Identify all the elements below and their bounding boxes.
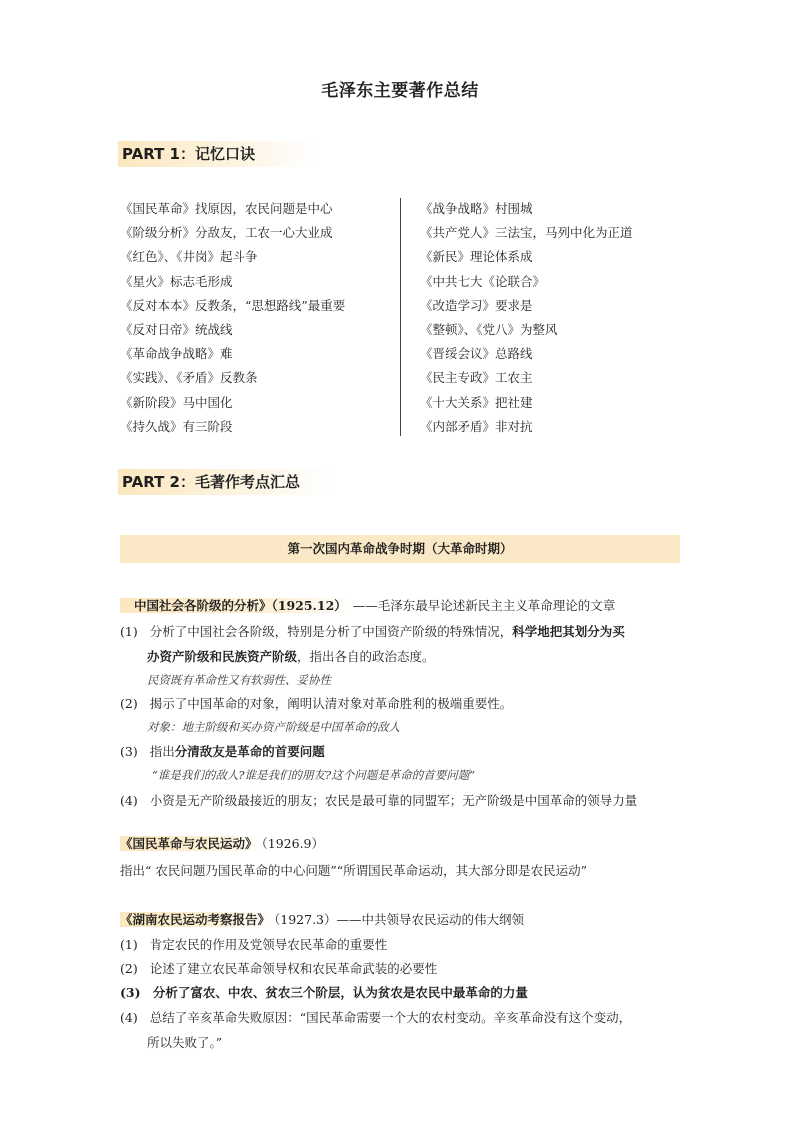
point-number: (1) (120, 624, 138, 639)
work-point (120, 959, 437, 977)
mnemonic-line: 《持久战》有三阶段 (120, 418, 233, 434)
point-text: 小资是无产阶级最接近的朋友；农民是最可靠的同盟军；无产阶级是中国革命的领导力量 (149, 793, 638, 808)
mnemonic-line: 《战争战略》村围城 (420, 201, 533, 216)
mnemonic-line: 《新民》理论体系成 (420, 249, 533, 265)
work-point (120, 791, 637, 809)
page-title: 毛泽东主要著作总结 (321, 81, 479, 101)
period-banner: 第一次国内革命战争时期（大革命时期） (120, 535, 680, 563)
column-divider (400, 198, 401, 436)
mnemonic-left-column (120, 197, 345, 439)
point-note: 民资既有革命性又有软弱性、妥协性 (147, 673, 331, 687)
mnemonic-line: 《阶级分析》分敌友，工农一心大业成 (120, 225, 333, 241)
point-text: 总结了辛亥革命失败原因：“国民革命需要一个大的农村变动。辛亥革命没有这个变动， (149, 1010, 632, 1025)
point-text: 指出 (149, 744, 175, 759)
mnemonic-line: 《红色》、《井岗》起斗争 (120, 249, 258, 265)
point-text: 揭示了中国革命的对象，阐明认清对象对革命胜利的极端重要性。 (149, 696, 513, 711)
work-title: 《湖南农民运动考察报告》 (120, 912, 274, 927)
mnemonic-line: 《星火》标志毛形成 (120, 273, 233, 289)
mnemonic-line: 《反对日帝》统战线 (120, 322, 233, 338)
mnemonic-line: 《整顿》、《党八》为整风 (420, 322, 558, 338)
mnemonic-line: 《反对本本》反教条，“思想路线”最重要 (120, 297, 346, 313)
point-text: 肯定农民的作用及党领导农民革命的重要性 (149, 937, 388, 952)
part2-heading: PART 2：毛著作考点汇总 (118, 469, 331, 495)
point-number: (1) (120, 937, 138, 952)
mnemonic-right-column (420, 197, 633, 439)
work-year: （1926.9） (261, 836, 325, 851)
mnemonic-line: 《改造学习》要求是 (420, 297, 533, 313)
point-number: (3) (120, 744, 138, 759)
work-point-continuation (147, 647, 435, 665)
work-point (120, 622, 625, 640)
mnemonic-line: 《十大关系》把社建 (420, 394, 533, 410)
work-heading (120, 596, 615, 614)
work-description: ——毛泽东最早论述新民主主义革命理论的文章 (352, 598, 616, 613)
work-description: ——中共领导农民运动的伟大纲领 (336, 912, 525, 927)
point-bold-text: 办资产阶级和民族资产阶级 (147, 649, 298, 664)
work-heading (120, 910, 524, 928)
point-note: “谁是我们的敌人?谁是我们的朋友?这个问题是革命的首要问题” (152, 768, 476, 782)
mnemonic-line: 《晋绥会议》总路线 (420, 346, 533, 362)
work-point (120, 983, 528, 1001)
work-title: 《国民革命与农民运动》 (120, 836, 262, 851)
work-title: 中国社会各阶级的分析》（1925.12） (120, 598, 353, 613)
point-number: (2) (120, 696, 138, 711)
mnemonic-line: 《国民革命》找原因，农民问题是中心 (120, 201, 333, 216)
mnemonic-line: 《内部矛盾》非对抗 (420, 418, 533, 434)
mnemonic-line: 《实践》、《矛盾》反教条 (120, 370, 258, 386)
part1-heading: PART 1：记忆口诀 (118, 141, 316, 167)
mnemonic-line: 《革命战争战略》难 (120, 346, 233, 362)
work-point (120, 935, 387, 953)
mnemonic-line: 《新阶段》马中国化 (120, 394, 233, 410)
mnemonic-line: 《共产党人》三法宝，马列中化为正道 (420, 225, 633, 241)
mnemonic-line: 《民主专政》工农主 (420, 370, 533, 386)
work-point (120, 742, 325, 760)
work-heading (120, 834, 324, 852)
point-number: (2) (120, 961, 138, 976)
work-point (120, 694, 512, 712)
point-number: (3) (120, 985, 141, 1000)
point-text: 论述了建立农民革命领导权和农民革命武装的必要性 (149, 961, 438, 976)
work-text: 指出“ 农民问题乃国民革命的中心问题”“所谓国民革命运动，其大部分即是农民运动” (120, 863, 588, 878)
point-note: 对象：地主阶级和买办资产阶级是中国革命的敌人 (147, 720, 400, 734)
point-text: 分析了中国社会各阶级，特别是分析了中国资产阶级的特殊情况， (149, 624, 513, 639)
work-point (120, 1008, 631, 1026)
point-number: (4) (120, 793, 138, 808)
mnemonic-line: 《中共七大《论联合》 (420, 273, 546, 289)
point-bold-text: 科学地把其划分为买 (512, 624, 625, 639)
point-bold-text: 分析了富农、中农、贫农三个阶层，认为贫农是农民中最革命的力量 (152, 985, 528, 1000)
point-number: (4) (120, 1010, 138, 1025)
point-text: ，指出各自的政治态度。 (297, 649, 435, 664)
work-point-continuation: 所以失败了。” (147, 1035, 223, 1050)
point-bold-text: 分清敌友是革命的首要问题 (174, 744, 325, 759)
work-year: （1927.3） (274, 912, 337, 927)
